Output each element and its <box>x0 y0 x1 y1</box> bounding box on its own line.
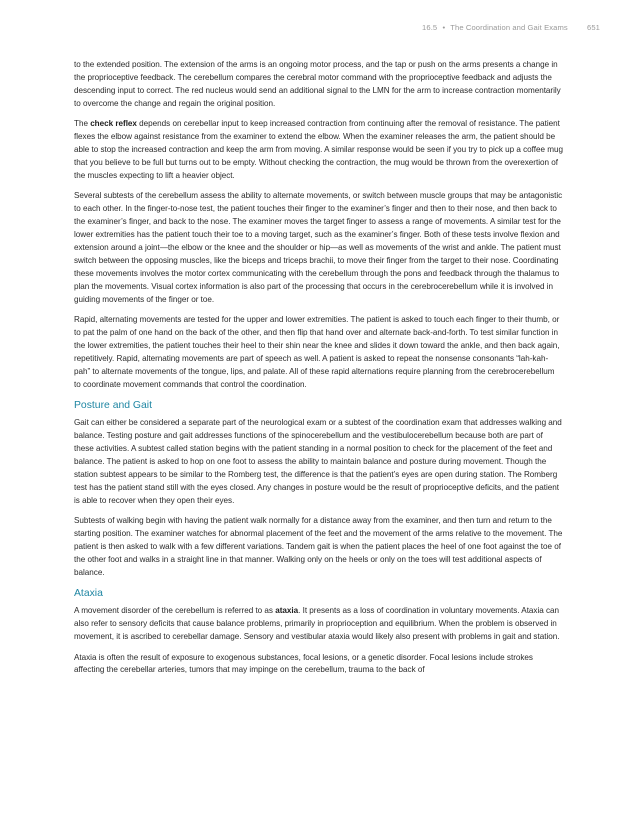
text-run: depends on cerebellar input to keep increased contraction from continuing after the removal of resistance. The patient flexes the elbow against resistance from the examiner to extend the elbow. When the examiner releases the arm, the patient should be able to stop the increased contraction and keep the arm from moving. A similar response would be seen if you try to pick up a coffee mug that you believe to be full but turns out to be empty. Without checking the contraction, the mug would be thrown from the overexertion of the muscles expecting to lift a heavier object. <box>74 119 563 180</box>
page-number: 651 <box>587 23 600 32</box>
paragraph: to the extended position. The extension of the arms is an ongoing motor process, and the tap or push on the arms presents a change in the proprioceptive feedback. The cerebellum compares the cerebral motor command with the proprioceptive feedback and adjusts the descending input to correct. The red nucleus would send an additional signal to the LMN for the arm to increase contraction momentarily to overcome the change and regain the original position. <box>74 60 561 108</box>
key-term: check reflex <box>90 119 137 129</box>
text-run: The <box>74 119 91 129</box>
paragraph: Several subtests of the cerebellum assess the ability to alternate movements, or switch between muscle groups that may be antagonistic to each other. In the finger-to-nose test, the patient touches their finger to the examiner’s finger and then to their nose, and then back to the examiner’s finger, and back to the nose. The examiner moves the target finger to assess a range of movements. A similar test for the lower extremities has the patient touch their toe to a moving target, such as the examiner’s finger. Both of these tests involve flexion and extension around a joint—the elbow or the knee and the shoulder or hip—as well as movements of the wrist and ankle. The patient must switch between the opposing muscles, like the biceps and triceps brachii, to move their finger from the target to their nose. Coordinating these movements involves the motor cortex communicating with the cerebellum through the pons and feedback through the thalamus to plan the movements. Visual cortex information is also part of the processing that occurs in the cerebrocerebellum while it is involved in guiding movements of the finger or toe. <box>74 191 563 304</box>
header-separator: • <box>442 23 446 32</box>
chapter-title: The Coordination and Gait Exams <box>450 23 568 32</box>
running-header <box>422 23 600 32</box>
text-run: . It presents as a loss of coordination in voluntary movements. Ataxia can also refer to sensory deficits that cause balance problems, primarily in proprioception and equilibrium. When the problem is observed in movement, it is ascribed to cerebellar damage. Sensory and vestibular ataxia would likely also present with problems in gait and station. <box>74 606 560 641</box>
paragraph-ataxia-definition <box>74 605 563 644</box>
section-heading-posture-and-gait: Posture and Gait <box>74 400 152 412</box>
paragraph: Subtests of walking begin with having the patient walk normally for a distance away from the examiner, and then turn and return to the starting position. The examiner watches for abnormal placement of the feet and the movement of the arms relative to the movement. The patient is then asked to walk with a few different variations. Tandem gait is when the patient places the heel of one foot against the toe of the other foot and walks in a straight line in that manner. Walking only on the heels or only on the toes will test additional aspects of balance. <box>74 516 563 577</box>
key-term: ataxia <box>275 606 299 616</box>
paragraph: Gait can either be considered a separate part of the neurological exam or a subtest of the coordination exam that addresses walking and balance. Testing posture and gait addresses functions of the spinocerebellum and the vestibulocerebellum because both are part of these activities. A subtest called station begins with the patient standing in a normal position to check for the placement of the feet and balance. The patient is asked to hop on one foot to assess the ability to maintain balance and posture during movement. Though the station subtest appears to be similar to the Romberg test, the difference is that the patient’s eyes are open during station. The Romberg test has the patient stand still with the eyes closed. Any changes in posture would be the result of proprioceptive deficits, and the patient is able to recover when they open their eyes. <box>74 418 562 505</box>
paragraph: Rapid, alternating movements are tested for the upper and lower extremities. The patient is asked to touch each finger to their thumb, or to pat the palm of one hand on the back of the other, and then flip that hand over and alternate back-and-forth. To test similar function in the lower extremities, the patient touches their heel to their shin near the knee and slides it down toward the ankle, and then back again, repetitively. Rapid, alternating movements are part of speech as well. A patient is asked to repeat the nonsense consonants “lah-kah-pah” to alternate movements of the tongue, lips, and palate. All of these rapid alternations require planning from the cerebrocerebellum to coordinate movement commands that control the coordination. <box>74 315 560 389</box>
section-number: 16.5 <box>422 23 438 32</box>
paragraph: Ataxia is often the result of exposure to exogenous substances, focal lesions, or a genetic disorder. Focal lesions include strokes affecting the cerebellar arteries, tumors that may impinge on the cerebellum, trauma to the back of <box>74 652 533 675</box>
paragraph-check-reflex <box>74 118 563 183</box>
text-run: A movement disorder of the cerebellum is referred to as <box>74 606 276 616</box>
page-body <box>74 59 563 685</box>
section-heading-ataxia: Ataxia <box>74 588 103 600</box>
